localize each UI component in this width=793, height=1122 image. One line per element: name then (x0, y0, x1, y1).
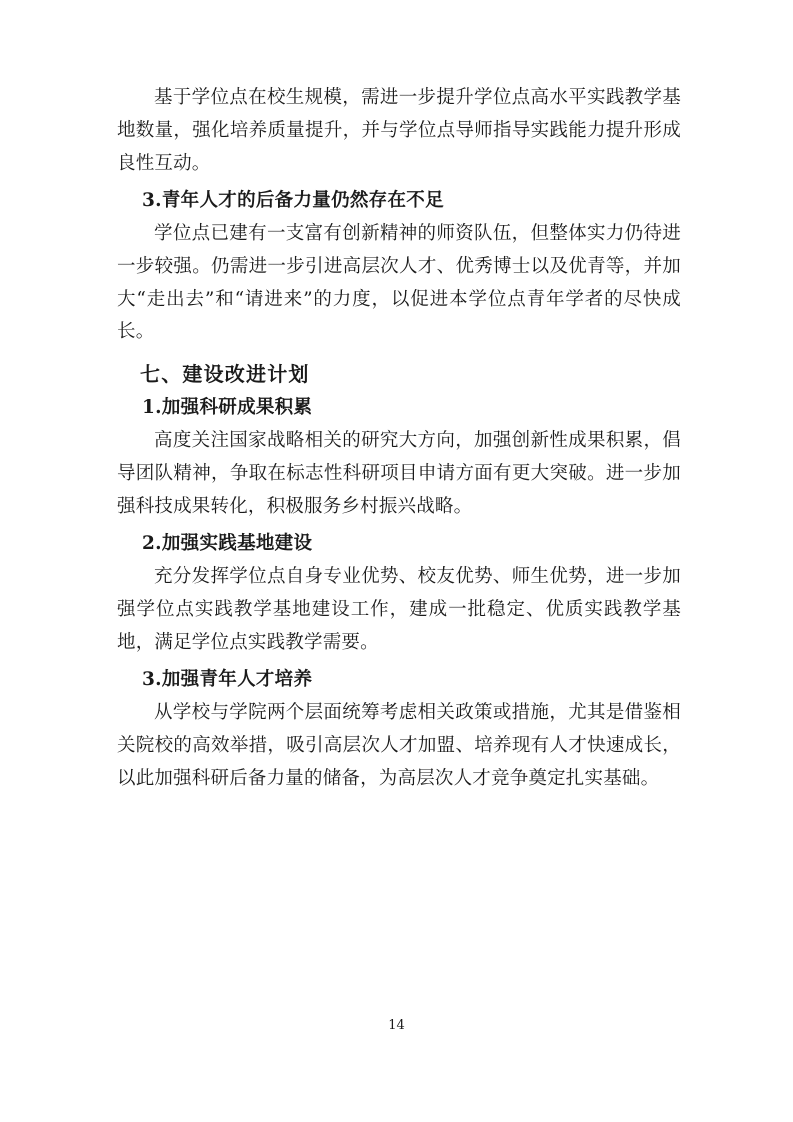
section-heading-improvement-plan: 七、建设改进计划 (140, 362, 310, 387)
heading-strengthen-youth-training: 3.加强青年人才培养 (141, 668, 313, 690)
page-number: 14 (388, 1018, 405, 1033)
paragraph-research-output: 高度关注国家战略相关的研究大方向，加强创新性成果积累，倡导团队精神，争取在标志性科研项目申请方面有更大突破。进一步加强科技成果转化，积极服务乡村振兴战略。 (117, 430, 681, 518)
paragraph-youth-training: 从学校与学院两个层面统筹考虑相关政策或措施，尤其是借鉴相关院校的高效举措，吸引高层次人才加盟、培养现有人才快速成长，以此加强科研后备力量的储备，为高层次人才竞争奠定扎实基础。 (117, 701, 681, 789)
paragraph-practice-base-scale: 基于学位点在校生规模，需进一步提升学位点高水平实践教学基地数量，强化培养质量提升，并与学位点导师指导实践能力提升形成良性互动。 (117, 87, 681, 174)
paragraph-faculty-team: 学位点已建有一支富有创新精神的师资队伍，但整体实力仍待进一步较强。仍需进一步引进高层次人才、优秀博士以及优青等，并加大“走出去”和“请进来”的力度，以促进本学位点青年学者的尽快成长。 (117, 222, 681, 343)
heading-strengthen-research-output: 1.加强科研成果积累 (141, 397, 313, 419)
page-content (117, 82, 681, 795)
heading-youth-talent-shortage: 3.青年人才的后备力量仍然存在不足 (141, 189, 444, 211)
paragraph-practice-base: 充分发挥学位点自身专业优势、校友优势、师生优势，进一步加强学位点实践教学基地建设工作，建成一批稳定、优质实践教学基地，满足学位点实践教学需要。 (117, 565, 681, 653)
heading-strengthen-practice-base: 2.加强实践基地建设 (141, 533, 313, 555)
